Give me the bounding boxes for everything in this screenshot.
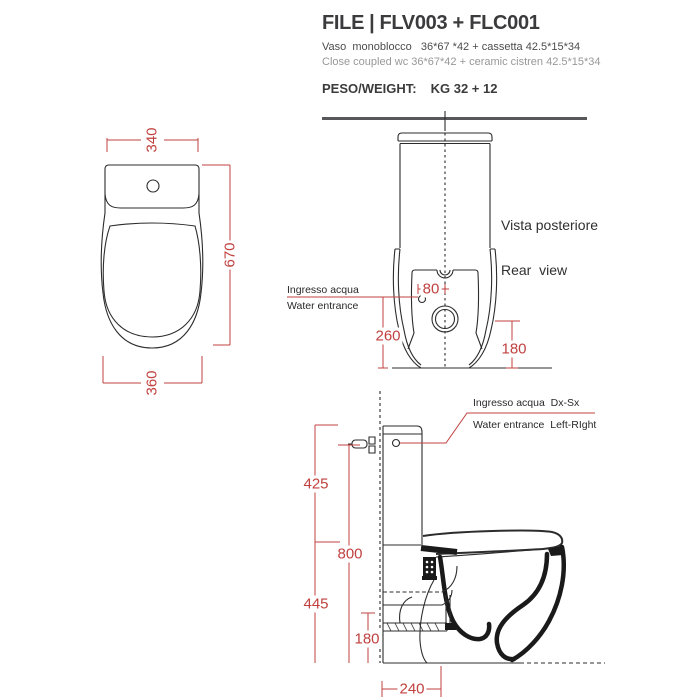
- side-view-drawing: [348, 391, 605, 663]
- side-flush-elbow: [421, 548, 457, 552]
- side-cistern: [383, 426, 422, 545]
- side-fixing-block: [423, 557, 436, 576]
- side-water-label-italian: Ingresso acqua Dx-Sx: [473, 397, 580, 409]
- rear-view-title-italian: Vista posteriore: [501, 217, 599, 233]
- product-code: FLV003 + FLC001: [379, 12, 540, 34]
- rear-view-title: [501, 188, 598, 293]
- dim-drain-height-180: 180: [501, 340, 527, 358]
- dim-bottom-width-360: 360: [143, 370, 161, 396]
- dim-outlet-height-180: 180: [354, 630, 380, 648]
- weight-value: KG 32 + 12: [430, 81, 498, 96]
- rear-view-title-english: Rear view: [501, 262, 568, 278]
- dim-length-670: 670: [221, 242, 239, 268]
- description-italian: Vaso monoblocco 36*67 *42 + cassetta 42.5*15*34: [322, 41, 581, 53]
- side-water-label-english: Water entrance Left-RIght: [473, 419, 597, 431]
- side-bowl-back-weir: [497, 554, 547, 659]
- title-divider: |: [369, 12, 375, 34]
- rear-water-label-italian: Ingresso acqua: [287, 284, 359, 296]
- dim-water-offset-80: 80: [422, 280, 440, 298]
- dim-top-width-340: 340: [143, 127, 161, 153]
- dim-outlet-depth-240: 240: [399, 680, 425, 698]
- description-english: Close coupled wc 36*67*42 + ceramic cistren 42.5*15*34: [322, 56, 601, 68]
- side-bowl-outer-shell: [512, 547, 564, 660]
- top-view-seat-outline: [103, 223, 201, 337]
- dim-tank-height-425: 425: [303, 475, 329, 493]
- weight-label: PESO/WEIGHT:: [322, 81, 417, 96]
- dim-water-height-260: 260: [375, 327, 401, 345]
- top-view-button: [147, 180, 159, 192]
- product-name: FILE: [322, 12, 365, 34]
- rear-water-label-english: Water entrance: [287, 300, 359, 312]
- rear-bowl-right-shell: [469, 249, 497, 368]
- dim-total-height-800: 800: [337, 545, 363, 563]
- top-view-cistern-edge: [105, 194, 199, 208]
- side-outlet-pipe: [383, 595, 450, 631]
- rear-bowl-left-shell: [393, 249, 421, 368]
- top-view-drawing: [101, 165, 202, 348]
- dim-lower-height-445: 445: [303, 595, 329, 613]
- side-flush-button: [352, 440, 367, 448]
- side-water-entrance-hole: [393, 440, 400, 447]
